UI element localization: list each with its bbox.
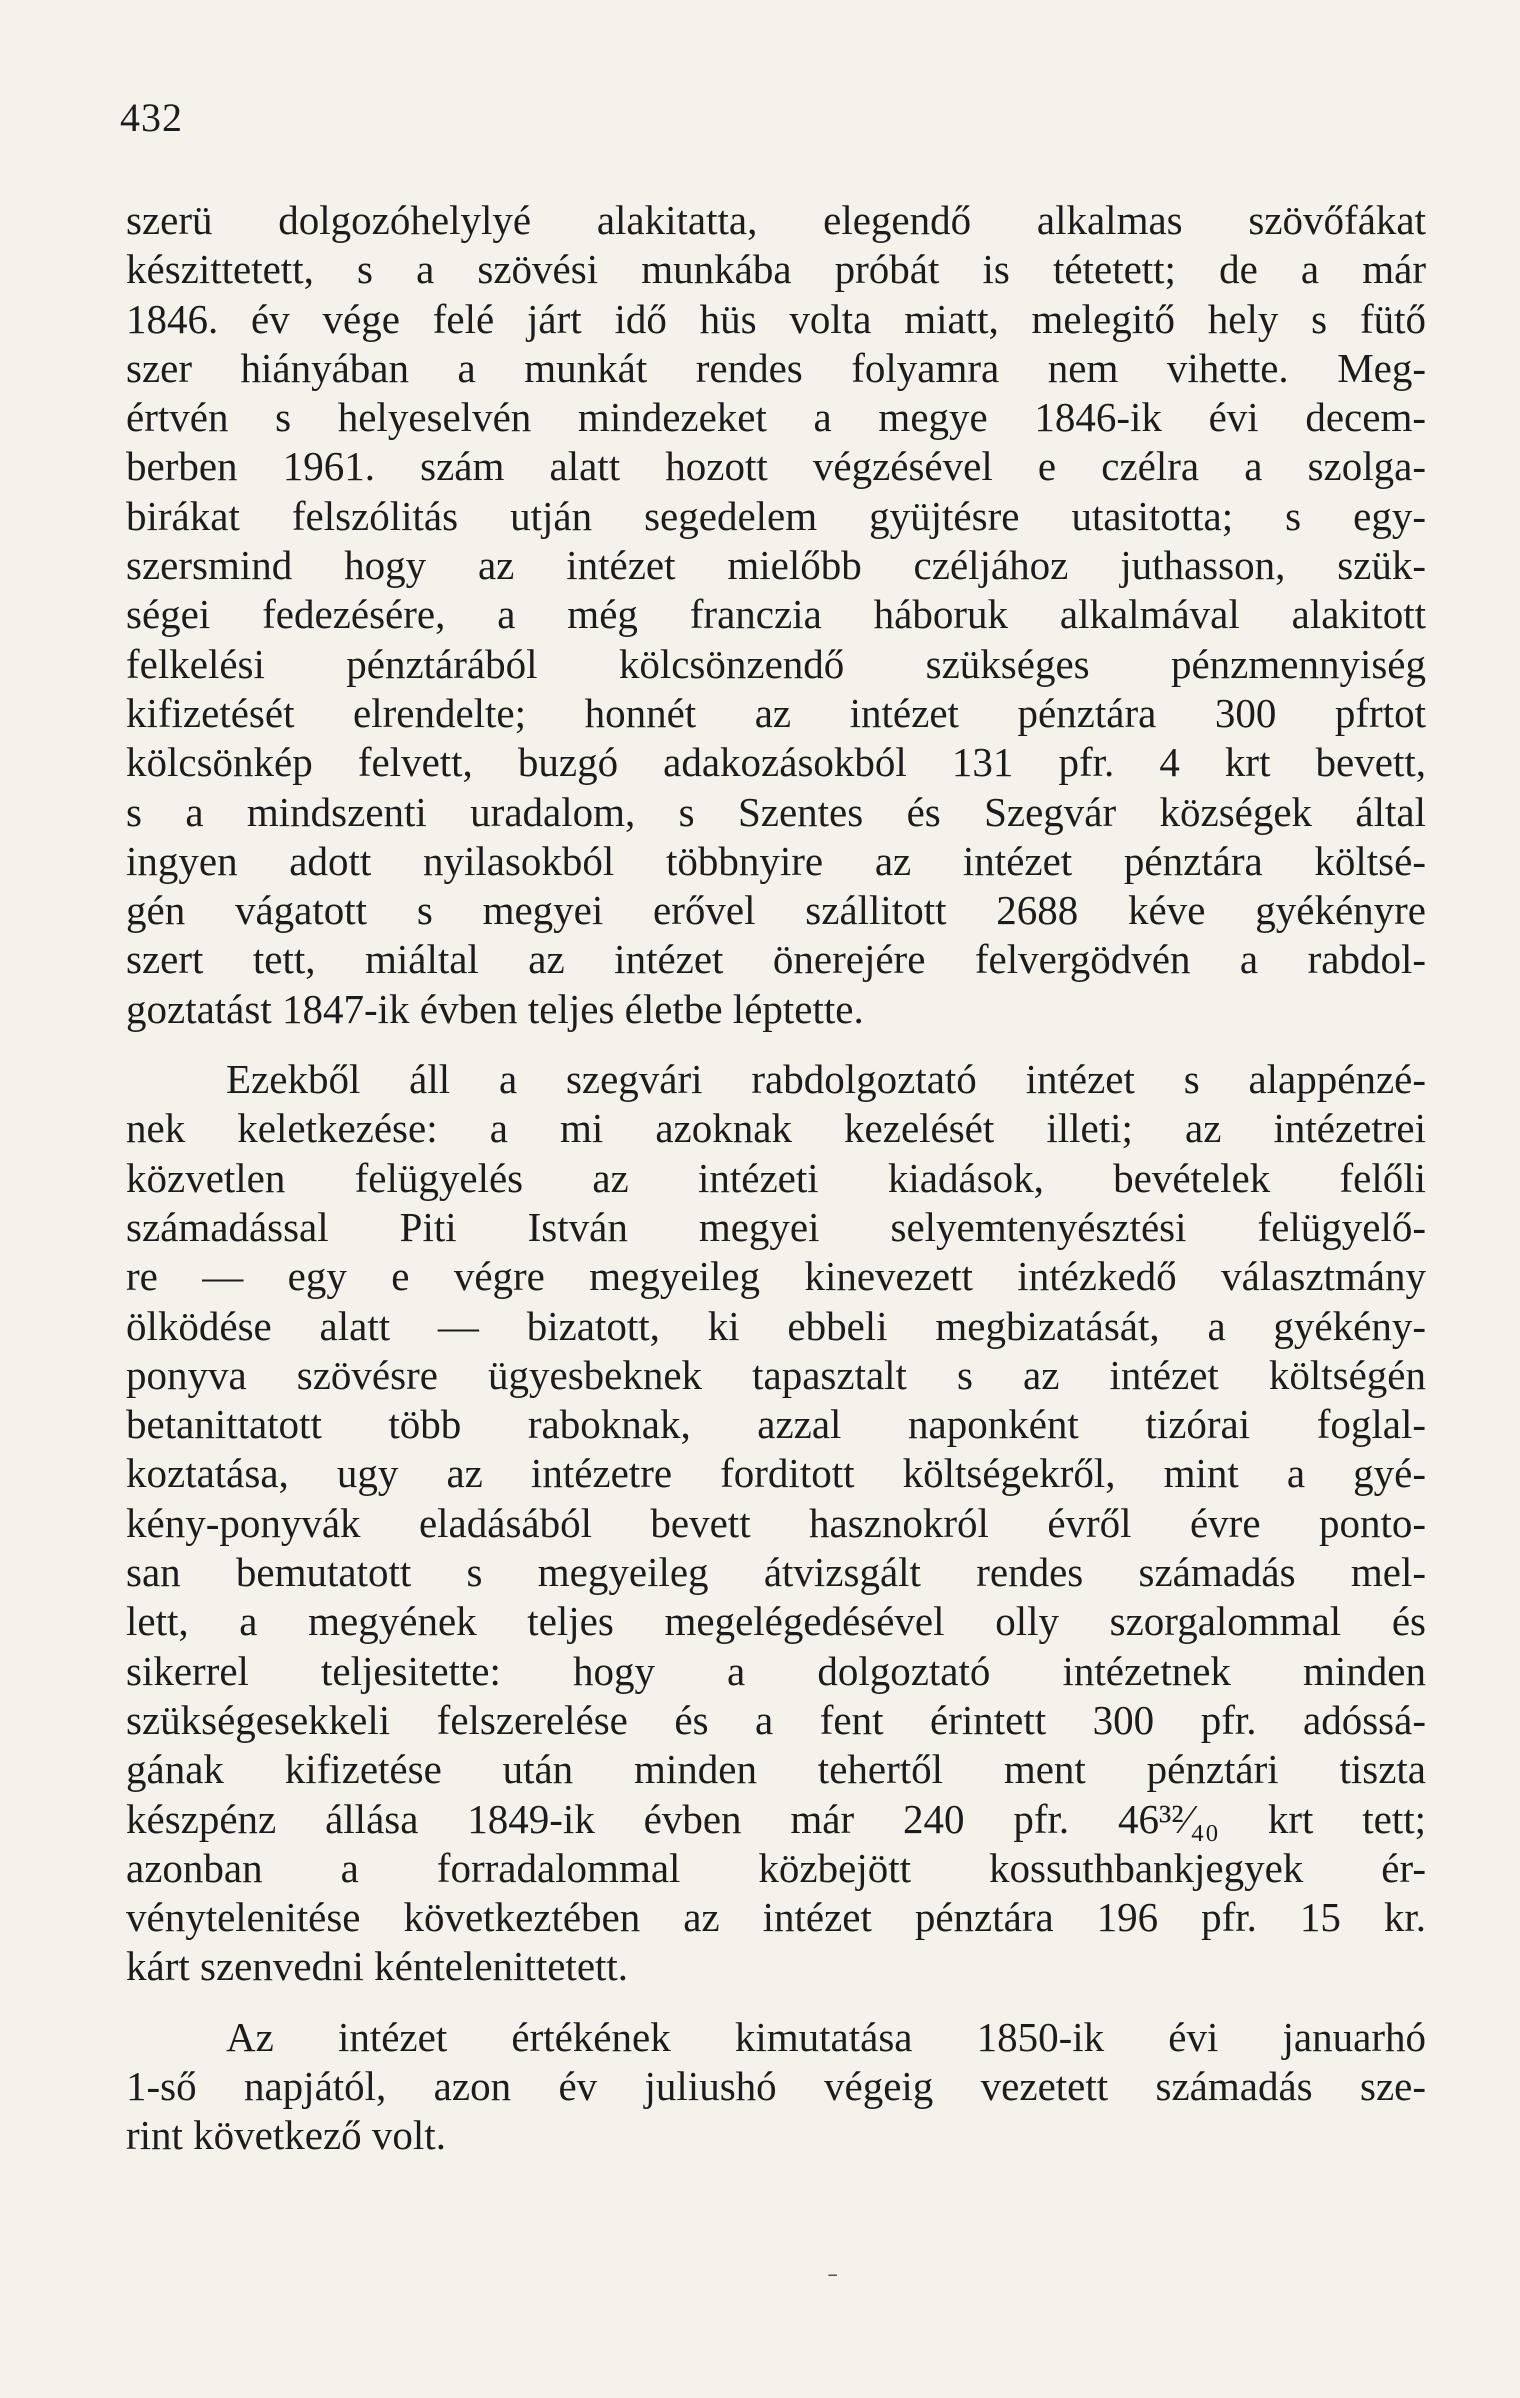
text-line: szerü dolgozóhelylyé alakitatta, elegendő alkalmas szövőfákat: [126, 197, 1426, 243]
text-line: ségei fedezésére, a még franczia háboruk alkalmával alakitott: [126, 591, 1426, 638]
text-line: ölködése alatt — bizatott, ki ebbeli megbizatását, a gyékény-: [126, 1302, 1426, 1349]
text-line: Ezekből áll a szegvári rabdolgoztató intézet s alappénzé-: [226, 1056, 1426, 1103]
text-line: ponyva szövésre ügyesbeknek tapasztalt s az intézet költségén: [126, 1351, 1426, 1398]
text-line: berben 1961. szám alatt hozott végzésével e czélra a szolga-: [126, 443, 1426, 490]
text-line: kény-ponyvák eladásából bevett hasznokról évről évre ponto-: [126, 1499, 1426, 1546]
text-line: szersmind hogy az intézet mielőbb czéljához juthasson, szük-: [126, 542, 1426, 589]
paragraph-gap: [126, 1992, 1426, 2013]
text-line: gén vágatott s megyei erővel szállitott 2688 kéve gyékényre: [126, 887, 1426, 934]
text-line: közvetlen felügyelés az intézeti kiadások, bevételek felőli: [126, 1154, 1426, 1201]
text-line: re — egy e végre megyeileg kinevezett intézkedő választmány: [126, 1253, 1426, 1300]
paragraph: [126, 1055, 1426, 1992]
text-line: nek keletkezése: a mi azoknak kezelését illeti; az intézetrei: [126, 1105, 1426, 1152]
body-text: [126, 196, 1426, 2161]
text-line: birákat felszólitás utján segedelem gyüjtésre utasitotta; s egy-: [126, 492, 1426, 539]
text-line: számadással Piti István megyei selyemtenyésztési felügyelő-: [126, 1203, 1426, 1250]
text-line: kifizetését elrendelte; honnét az intézet pénztára 300 pfrtot: [126, 689, 1426, 736]
text-line: Az intézet értékének kimutatása 1850-ik évi januarhó: [226, 2013, 1426, 2060]
text-line: felkelési pénztárából kölcsönzendő szükséges pénzmennyiség: [126, 640, 1426, 687]
text-line: s a mindszenti uradalom, s Szentes és Szegvár községek által: [126, 788, 1426, 835]
stray-mark: ˉ: [828, 2268, 838, 2299]
text-line: szert tett, miáltal az intézet önerejére felvergödvén a rabdol-: [126, 936, 1426, 983]
page-number: 432: [120, 95, 183, 140]
text-line: azonban a forradalommal közbejött kossuthbankjegyek ér-: [126, 1844, 1426, 1891]
text-line: szükségesekkeli felszerelése és a fent érintett 300 pfr. adóssá-: [126, 1696, 1426, 1743]
text-line: 1-ső napjától, azon év juliushó végeig vezetett számadás sze-: [126, 2062, 1426, 2109]
paragraph: [126, 2013, 1426, 2161]
paragraph-gap: [126, 1034, 1426, 1055]
text-line: gának kifizetése után minden tehertől ment pénztári tiszta: [126, 1746, 1426, 1793]
text-line: 1846. év vége felé járt idő hüs volta miatt, melegitő hely s fütő: [126, 295, 1426, 342]
text-line: koztatása, ugy az intézetre forditott költségekről, mint a gyé-: [126, 1450, 1426, 1497]
text-line: vénytelenitése következtében az intézet pénztára 196 pfr. 15 kr.: [126, 1894, 1426, 1941]
text-line: goztatást 1847-ik évben teljes életbe léptette.: [126, 985, 864, 1032]
text-line: kölcsönkép felvett, buzgó adakozásokból 131 pfr. 4 krt bevett,: [126, 739, 1426, 786]
text-line: rint következő volt.: [126, 2112, 446, 2159]
text-line: készpénz állása 1849-ik évben már 240 pfr. 46³²⁄₄₀ krt tett;: [126, 1795, 1426, 1842]
text-line: készittetett, s a szövési munkába próbát is tétetett; de a már: [126, 246, 1426, 293]
text-line: sikerrel teljesitette: hogy a dolgoztató intézetnek minden: [126, 1647, 1426, 1694]
text-line: kárt szenvedni kéntelenittetett.: [126, 1943, 629, 1990]
paragraph: [126, 196, 1426, 1034]
text-line: ingyen adott nyilasokból többnyire az intézet pénztára költsé-: [126, 837, 1426, 884]
text-line: betanittatott több raboknak, azzal naponként tizórai foglal-: [126, 1401, 1426, 1448]
text-line: szer hiányában a munkát rendes folyamra nem vihette. Meg-: [126, 344, 1426, 391]
text-line: lett, a megyének teljes megelégedésével olly szorgalommal és: [126, 1598, 1426, 1645]
text-line: értvén s helyeselvén mindezeket a megye 1846-ik évi decem-: [126, 394, 1426, 441]
text-line: san bemutatott s megyeileg átvizsgált rendes számadás mel-: [126, 1549, 1426, 1596]
